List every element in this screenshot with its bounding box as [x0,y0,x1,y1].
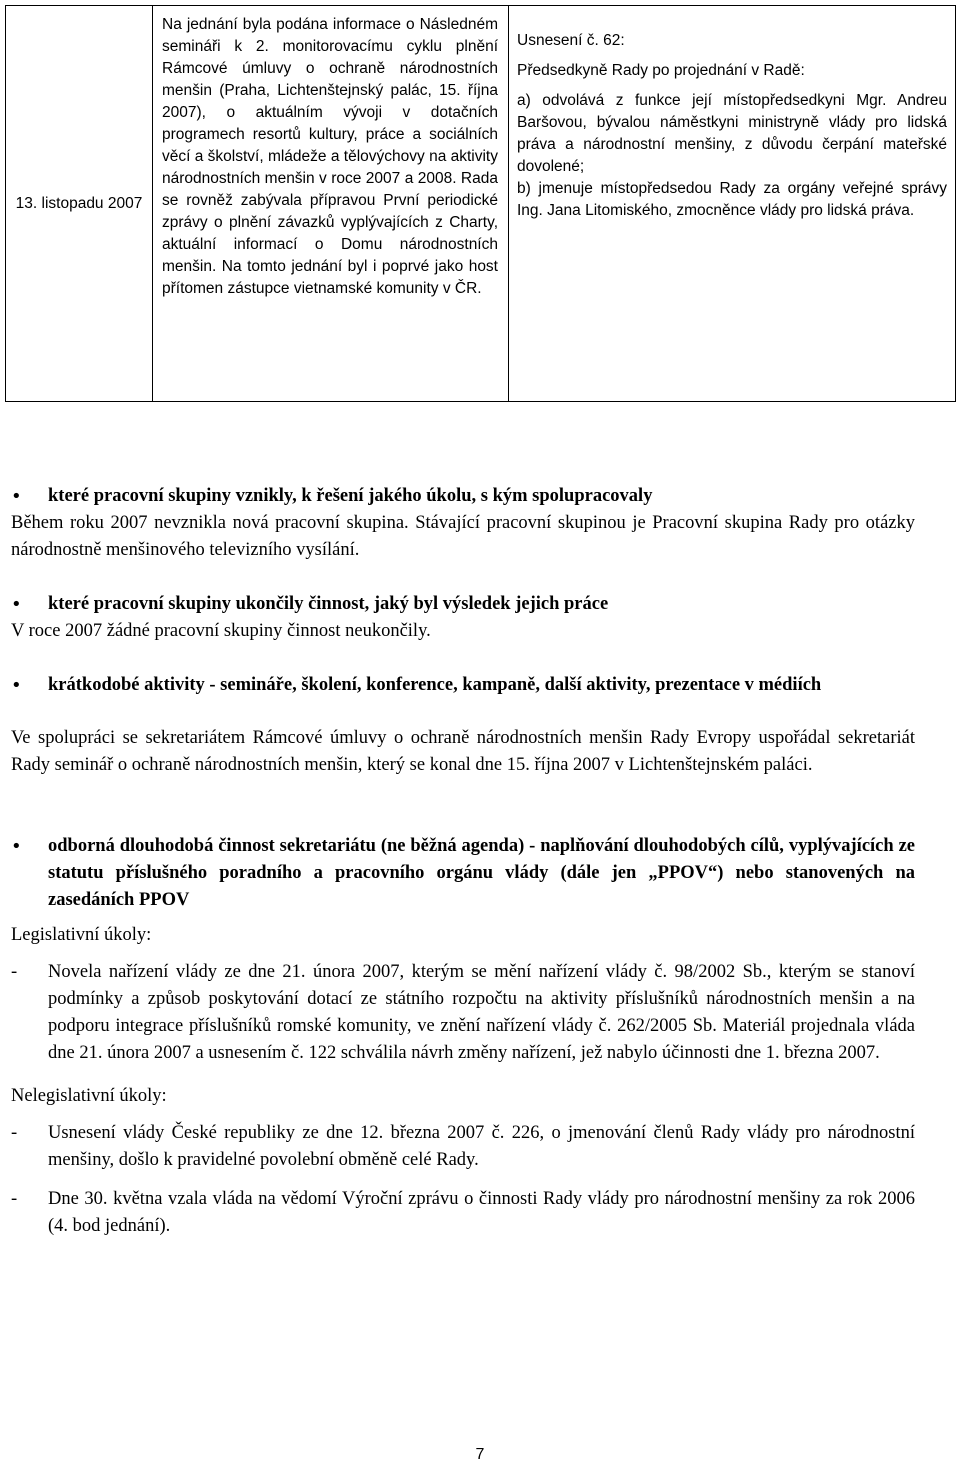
table-row [6,6,956,402]
heading-text: které pracovní skupiny ukončily činnost, jaký byl výsledek jejich práce [48,594,609,614]
bullet-icon: • [11,594,22,615]
heading-text: které pracovní skupiny vznikly, k řešení jakého úkolu, s kým spolupracovaly [48,486,653,506]
section-heading-1 [11,483,915,510]
meeting-table [5,5,956,402]
legislative-item [11,959,915,1067]
bullet-icon: • [11,675,22,696]
section-paragraph-2: V roce 2007 žádné pracovní skupiny činnost neukončily. [11,621,431,641]
non-legislative-item-text: Dne 30. května vzala vláda na vědomí Výroční zprávu o činnosti Rady vlády pro národnostní menšiny za rok 2006 (4. bod jednání). [48,1189,915,1236]
non-legislative-item-2 [11,1186,915,1240]
legislative-label: Legislativní úkoly: [11,925,152,945]
non-legislative-item-text: Usnesení vlády České republiky ze dne 12. března 2007 č. 226, o jmenování členů Rady vlády pro národnostní menšiny, došlo k pravidelné povolební obměně celé Rady. [48,1123,915,1170]
meeting-summary: Na jednání byla podána informace o Následném semináři k 2. monitorovacímu cyklu plnění Rámcové úmluvy o ochraně národnostních menšin (Praha, Lichtenštejnský palác, 15. října 2007), o aktuálním vývoji v dotačních programech resortů kultury, práce a sociálních věcí a školství, mládeže a tělovýchovy na aktivity národnostních menšin v roce 2007 a 2008. Rada se rovněž zabývala přípravou První periodické zprávy o plnění závazků vyplývajících z Charty, aktuální informací o Domu národnostních menšin. Na tomto jednání byl i poprvé jako host přítomen zástupce vietnamské komunity v ČR. [162,16,498,297]
heading-text: odborná dlouhodobá činnost sekretariátu (ne běžná agenda) - naplňování dlouhodobých cílů, vyplývajících ze statutu příslušného poradního a pracovního orgánu vlády (dále jen „PPOV“) nebo stanovených na zasedáních PPOV [48,836,915,910]
dash-marker: - [11,1123,18,1143]
report-body [11,483,915,1240]
resolution-intro: Předsedkyně Rady po projednání v Radě: [517,62,805,79]
meeting-date: 13. listopadu 2007 [6,6,153,402]
section-paragraph-1: Během roku 2007 nevznikla nová pracovní skupina. Stávající pracovní skupinou je Pracovní skupina Rady pro otázky národnostně menšinového televizního vysílání. [11,513,915,560]
section-heading-4 [11,833,915,914]
non-legislative-label: Nelegislativní úkoly: [11,1086,167,1106]
non-legislative-item-1 [11,1120,915,1174]
resolution-cell [509,6,956,402]
heading-text: krátkodobé aktivity - semináře, školení, konference, kampaně, další aktivity, prezentace v médiích [48,675,822,695]
section-paragraph-3: Ve spolupráci se sekretariátem Rámcové úmluvy o ochraně národnostních menšin Rady Evropy uspořádal sekretariát Rady seminář o ochraně národnostních menšin, který se konal dne 15. října 2007 v Lichtenštejnském paláci. [11,728,915,775]
bullet-icon: • [11,486,22,507]
resolution-point-a: a) odvolává z funkce její místopředsedkyni Mgr. Andreu Baršovou, bývalou náměstkyni ministryně vlády pro lidská práva a národnostní menšiny, z důvodu čerpání mateřské dovolené; [517,92,947,175]
resolution-number: Usnesení č. 62: [517,32,625,49]
meeting-summary-cell [153,6,509,402]
dash-marker: - [11,962,18,982]
legislative-item-text: Novela nařízení vlády ze dne 21. února 2007, kterým se mění nařízení vlády č. 98/2002 Sb., kterým se stanoví podmínky a způsob poskytování dotací ze státního rozpočtu na aktivity příslušníků národnostních menšin a na podporu integrace příslušníků romské komunity, ve znění nařízení vlády č. 262/2005 Sb. Materiál projednala vláda dne 21. února 2007 a usnesením č. 122 schválila návrh změny nařízení, jež nabylo účinnosti dne 1. března 2007. [48,962,915,1063]
resolution-point-b: b) jmenuje místopředsedou Rady za orgány veřejné správy Ing. Jana Litomiského, zmocněnce vlády pro lidská práva. [517,180,947,219]
section-heading-3 [11,672,915,699]
bullet-icon: • [11,836,22,857]
dash-marker: - [11,1189,18,1209]
page-number: 7 [475,1446,485,1463]
section-heading-2 [11,591,915,618]
